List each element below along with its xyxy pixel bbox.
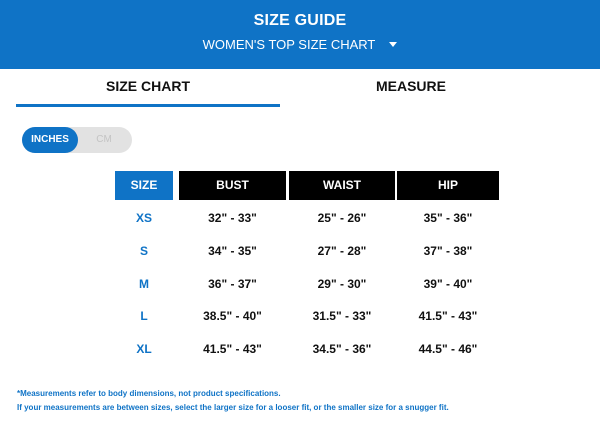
- bust-value: 32" - 33": [208, 211, 257, 225]
- page-title: SIZE GUIDE: [253, 12, 347, 29]
- column-header-bust: BUST: [179, 171, 286, 200]
- waist-value: 31.5" - 33": [312, 309, 372, 323]
- header-bar: [0, 0, 600, 69]
- hip-value: 37" - 38": [423, 244, 473, 258]
- tab-bar: [16, 76, 586, 104]
- waist-value: 34.5" - 36": [312, 342, 372, 356]
- column-header-hip: HIP: [397, 171, 499, 200]
- column-header-size: SIZE: [115, 171, 173, 200]
- size-label: S: [139, 244, 148, 258]
- size-label: XL: [136, 342, 152, 356]
- waist-value: 29" - 30": [317, 277, 367, 291]
- size-label: XS: [135, 211, 152, 225]
- tab-size-chart[interactable]: SIZE CHART: [16, 76, 280, 107]
- bust-value: 34" - 35": [208, 244, 257, 258]
- unit-option-cm[interactable]: CM: [96, 134, 112, 145]
- hip-value: 35" - 36": [423, 211, 473, 225]
- hip-value: 44.5" - 46": [418, 342, 478, 356]
- table-row: [115, 306, 499, 326]
- bust-value: 36" - 37": [208, 277, 257, 291]
- table-row: [115, 274, 499, 294]
- unit-toggle[interactable]: [22, 127, 132, 153]
- column-header-waist: WAIST: [289, 171, 395, 200]
- unit-option-inches[interactable]: INCHES: [22, 127, 78, 153]
- footnote-measurements: *Measurements refer to body dimensions, not product specifications.: [17, 389, 281, 398]
- bust-value: 38.5" - 40": [203, 309, 262, 323]
- table-row: [115, 241, 499, 261]
- chart-type-label: WOMEN'S TOP SIZE CHART: [202, 37, 376, 52]
- footnote-fit-advice: If your measurements are between sizes, select the larger size for a looser fit, or the smaller size for a snugger fit.: [17, 403, 449, 412]
- size-label: L: [140, 309, 148, 323]
- hip-value: 39" - 40": [423, 277, 473, 291]
- size-label: M: [139, 277, 149, 291]
- tab-measure[interactable]: MEASURE: [375, 78, 446, 94]
- chevron-down-icon: [389, 42, 397, 47]
- hip-value: 41.5" - 43": [418, 309, 478, 323]
- waist-value: 27" - 28": [317, 244, 367, 258]
- table-row: [115, 208, 499, 228]
- bust-value: 41.5" - 43": [203, 342, 262, 356]
- waist-value: 25" - 26": [317, 211, 367, 225]
- table-row: [115, 339, 499, 359]
- chart-type-dropdown[interactable]: [0, 37, 600, 52]
